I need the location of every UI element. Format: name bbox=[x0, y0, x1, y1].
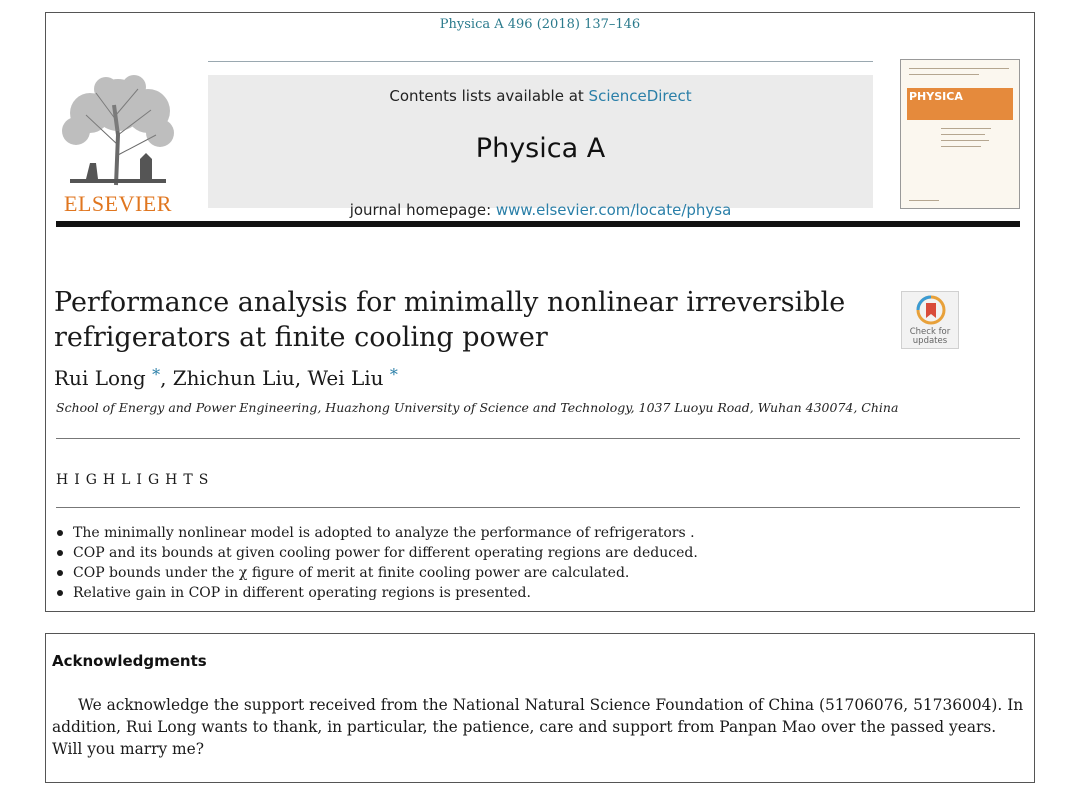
journal-header bbox=[208, 75, 873, 219]
elsevier-logo bbox=[56, 75, 180, 217]
cover-text-line bbox=[909, 68, 1009, 69]
highlight-text: COP and its bounds at given cooling power for different operating regions are deduced. bbox=[73, 545, 698, 561]
cover-text-line bbox=[909, 74, 979, 75]
cover-text-line bbox=[909, 200, 939, 201]
publisher-name: ELSEVIER bbox=[64, 191, 172, 216]
highlight-text: The minimally nonlinear model is adopted to analyze the performance of refrigerators . bbox=[73, 525, 695, 541]
acknowledgments-heading: Acknowledgments bbox=[52, 652, 207, 670]
check-for-updates-button[interactable] bbox=[901, 291, 959, 349]
cover-text-line bbox=[941, 134, 985, 135]
bullet-icon bbox=[57, 550, 63, 556]
corresponding-author-mark[interactable]: * bbox=[389, 365, 398, 384]
author-name[interactable]: Wei Liu bbox=[307, 366, 384, 390]
article-title: Performance analysis for minimally nonlinear irreversible refrigerators at finite cooling power bbox=[54, 287, 846, 353]
acknowledgments-panel bbox=[45, 633, 1035, 783]
list-item bbox=[56, 563, 698, 583]
header-rule bbox=[56, 221, 1020, 227]
article-first-page bbox=[45, 12, 1035, 612]
section-divider bbox=[56, 507, 1020, 508]
acknowledgments-body: We acknowledge the support received from the National Natural Science Foundation of China (51706076, 51736004). In addition, Rui Long wants to thank, in particular, the patience, care and support from Panpan Mao over the passed years. Will you marry me? bbox=[52, 696, 1024, 758]
bullet-icon bbox=[57, 530, 63, 536]
author-name[interactable]: Rui Long bbox=[54, 366, 146, 390]
cover-text-line bbox=[941, 140, 989, 141]
elsevier-tree-icon bbox=[56, 75, 180, 187]
section-divider bbox=[56, 438, 1020, 439]
journal-title: Physica A bbox=[475, 133, 606, 164]
author-list bbox=[54, 365, 398, 390]
author-separator: , bbox=[160, 366, 173, 390]
list-item bbox=[56, 583, 698, 603]
bullet-icon bbox=[57, 590, 63, 596]
author-name[interactable]: Zhichun Liu bbox=[172, 366, 295, 390]
list-item bbox=[56, 523, 698, 543]
contents-prefix: Contents lists available at bbox=[389, 87, 589, 105]
list-item bbox=[56, 543, 698, 563]
cover-text-line bbox=[941, 128, 991, 129]
check-label-line1: Check for bbox=[909, 327, 951, 337]
sciencedirect-link[interactable]: ScienceDirect bbox=[588, 87, 692, 105]
highlight-text: COP bounds under the χ figure of merit at finite cooling power are calculated. bbox=[73, 565, 630, 581]
corresponding-author-mark[interactable]: * bbox=[152, 365, 161, 384]
highlights-list bbox=[56, 523, 698, 603]
bullet-icon bbox=[57, 570, 63, 576]
journal-homepage-link[interactable]: www.elsevier.com/locate/physa bbox=[495, 201, 732, 219]
check-for-updates-label bbox=[902, 328, 958, 346]
crossmark-icon bbox=[902, 292, 960, 328]
highlights-heading: HIGHLIGHTS bbox=[56, 472, 215, 488]
highlight-text: Relative gain in COP in different operating regions is presented. bbox=[73, 585, 531, 601]
journal-cover-thumbnail[interactable] bbox=[900, 59, 1020, 209]
cover-title: PHYSICA bbox=[909, 90, 963, 103]
contents-line bbox=[208, 87, 873, 105]
cover-text-line bbox=[941, 146, 981, 147]
homepage-line bbox=[208, 201, 873, 219]
check-label-line2: updates bbox=[912, 336, 948, 346]
homepage-prefix: journal homepage: bbox=[349, 201, 496, 219]
journal-citation: Physica A 496 (2018) 137–146 bbox=[439, 17, 641, 32]
header-divider bbox=[208, 61, 873, 62]
author-affiliation: School of Energy and Power Engineering, Huazhong University of Science and Technology, 1037 Luoyu Road, Wuhan 430074, China bbox=[56, 400, 899, 415]
author-separator: , bbox=[294, 366, 308, 390]
